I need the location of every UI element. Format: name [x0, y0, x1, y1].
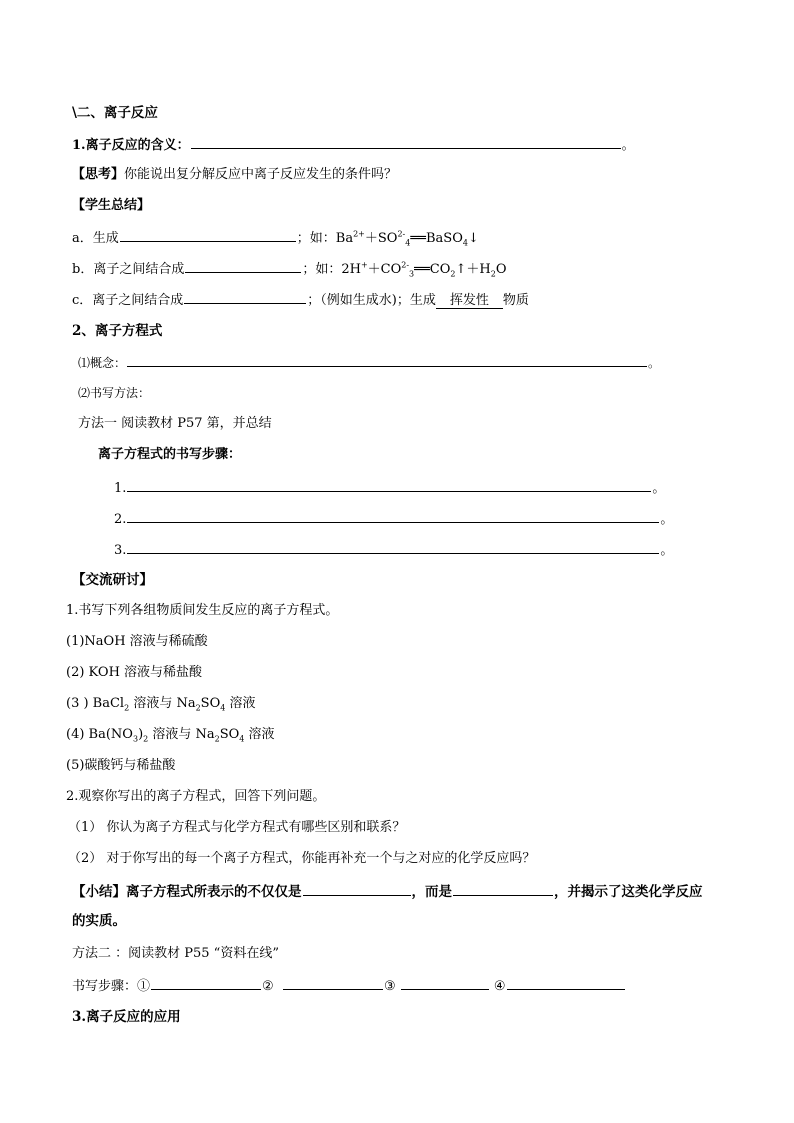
section-title: \二、离子反应	[72, 105, 158, 121]
meaning-blank[interactable]	[191, 135, 621, 149]
sub-question-2: （2） 对于你写出的每一个离子方程式，你能再补充一个与之对应的化学反应吗？	[68, 851, 536, 866]
application-heading: 3.离子反应的应用	[72, 1009, 181, 1025]
step-3-blank[interactable]	[127, 540, 659, 554]
sub-question-1: （1） 你认为离子方程式与化学方程式有哪些区别和联系？	[68, 820, 406, 835]
method-two-steps: 书写步骤：① ② ③ ④	[72, 976, 626, 996]
condition-b-blank[interactable]	[185, 259, 301, 273]
student-summary-label: 【学生总结】	[72, 198, 151, 213]
summary-line-1: 【小结】离子方程式所表示的不仅仅是 ，而是 ，并揭示了这类化学反应	[72, 884, 703, 900]
step-1-blank[interactable]	[127, 478, 651, 492]
volatile-fill: 挥发性	[436, 293, 503, 309]
method-step-1-blank[interactable]	[151, 976, 261, 990]
condition-c: c．离子之间结合成 ；（例如生成水)；生成 挥发性 物质	[72, 290, 529, 310]
exercise-item: (1)NaOH 溶液与稀硫酸	[66, 634, 208, 649]
step-2: 2. 。	[114, 509, 673, 529]
condition-a: a．生成 ；如：$Ba^{2+}+SO^{2-}_4══BaSO_4↓$	[72, 229, 479, 248]
step-2-blank[interactable]	[127, 509, 659, 523]
meaning-line: 1.离子反应的含义： 。	[72, 135, 635, 155]
condition-b: b．离子之间结合成 ；如：$2H^++CO^{2-}_3══CO_2↑+H_2O$	[72, 260, 507, 279]
method-two: 方法二 ：阅读教材 P55 “资料在线”	[72, 946, 279, 961]
discussion-heading: 【交流研讨】	[72, 572, 153, 588]
exercise-item: (5)碳酸钙与稀盐酸	[66, 758, 176, 773]
summary-line-2: 的实质。	[72, 913, 126, 929]
condition-c-blank[interactable]	[184, 290, 306, 304]
exercise-item: (4) $Ba(NO_3)_2$ 溶液与 $Na_2SO_4$ 溶液	[66, 727, 275, 744]
step-3: 3. 。	[114, 540, 673, 560]
method-step-4-blank[interactable]	[507, 976, 625, 990]
concept-line: ⑴概念： 。	[78, 353, 660, 372]
think-line: 【思考】你能说出复分解反应中离子反应发生的条件吗？	[72, 167, 398, 182]
question-1: 1.书写下列各组物质间发生反应的离子方程式。	[66, 603, 339, 618]
condition-a-blank[interactable]	[120, 228, 296, 242]
method-step-2-blank[interactable]	[283, 976, 383, 990]
steps-heading: 离子方程式的书写步骤：	[98, 447, 242, 462]
method-step-3-blank[interactable]	[401, 976, 489, 990]
exercise-item: (3 ) BaCl$_2$ 溶液与 $Na_2SO_4$ 溶液	[66, 696, 256, 713]
method-one: 方法一 阅读教材 P57 第，并总结	[78, 416, 272, 431]
question-2: 2.观察你写出的离子方程式，回答下列问题。	[66, 789, 326, 804]
ionic-equation-heading: 2、离子方程式	[72, 323, 163, 339]
writing-method-label: ⑵书写方法：	[78, 386, 151, 400]
step-1: 1. 。	[114, 478, 665, 498]
concept-blank[interactable]	[127, 353, 647, 367]
summary-blank-1[interactable]	[303, 882, 411, 896]
exercise-item: (2) KOH 溶液与稀盐酸	[66, 665, 203, 680]
summary-blank-2[interactable]	[453, 882, 553, 896]
